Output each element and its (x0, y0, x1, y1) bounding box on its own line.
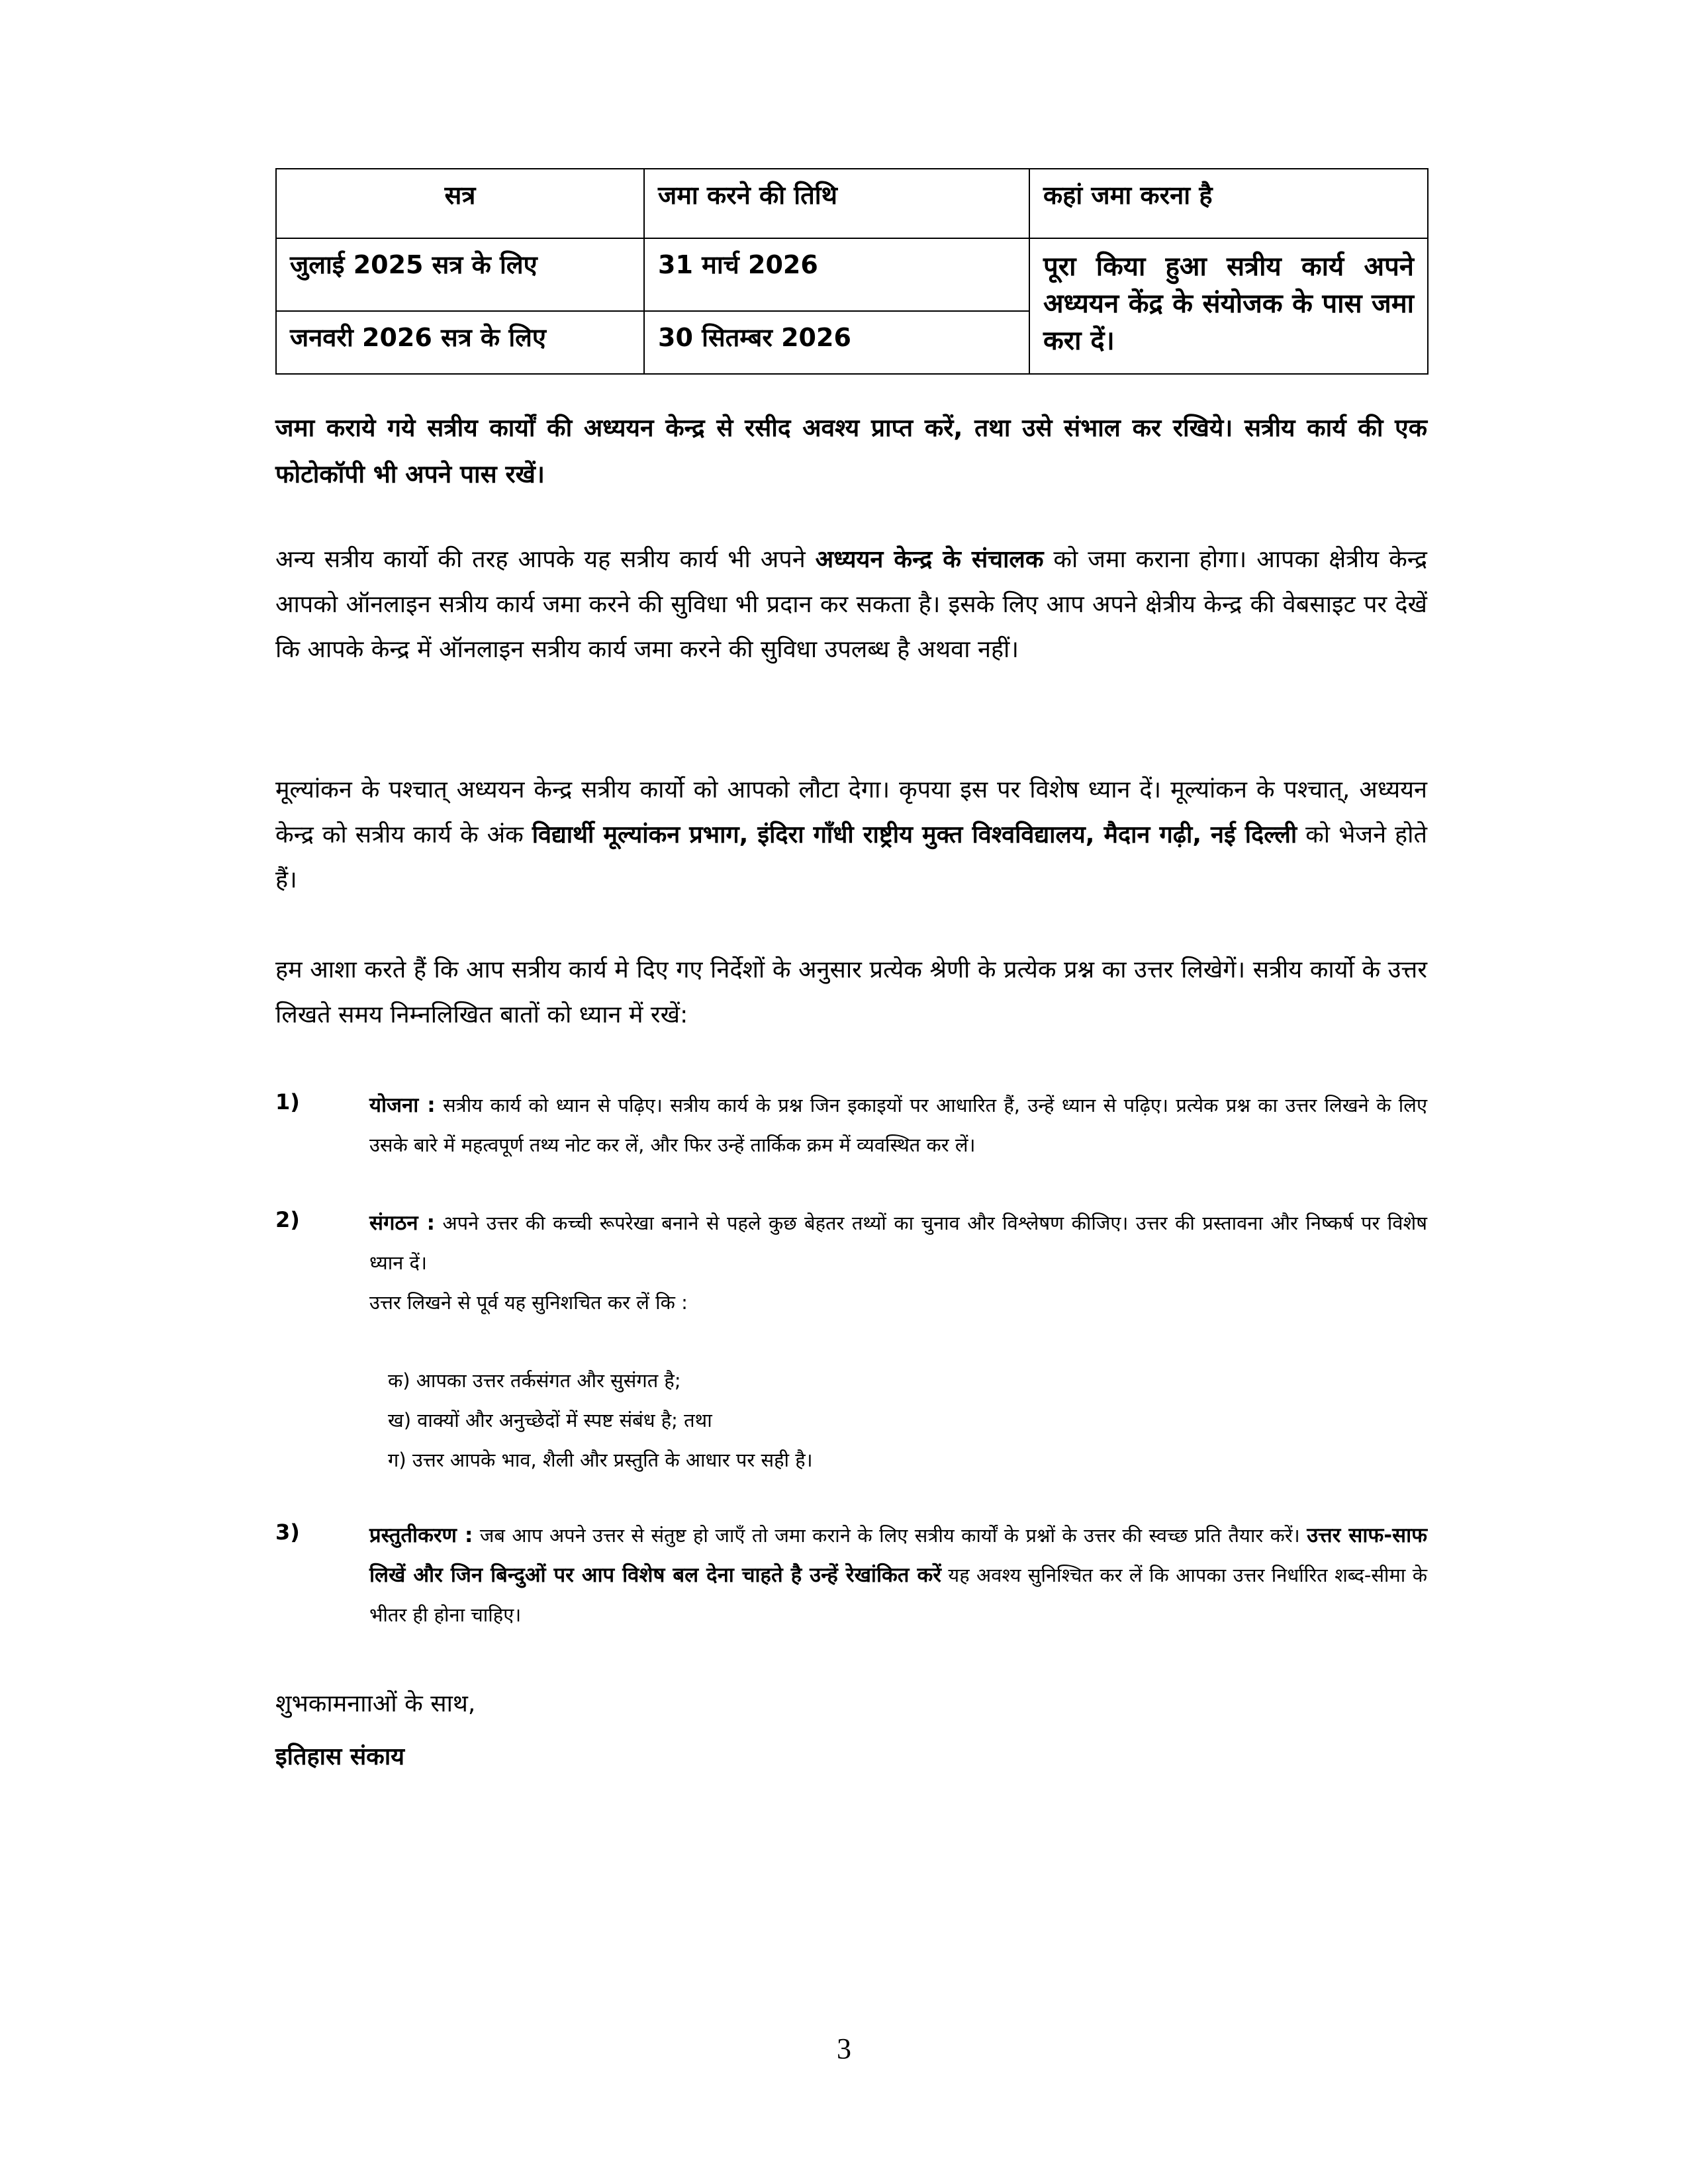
header-date: जमा करने की तिथि (644, 169, 1029, 238)
list-item: ख) वाक्यों और अनुच्छेदों में स्पष्ट संबंध है; तथा (388, 1409, 712, 1432)
header-where: कहां जमा करना है (1029, 169, 1428, 238)
row-session: जुलाई 2025 सत्र के लिए (276, 238, 644, 311)
table-row (276, 238, 1428, 311)
item-bold-text: उत्तर साफ-साफ लिखें और जिन बिन्दुओं पर आप विशेष बल देना चाहते है उन्हें रेखांकित करें (369, 1524, 1428, 1587)
item-number: 1) (275, 1089, 300, 1115)
item-term: प्रस्तुतीकरण : (369, 1524, 473, 1547)
para-text: को जमा कराना होगा। आपका क्षेत्रीय केन्द्र आपको ऑनलाइन सत्रीय कार्य जमा करने की सुविधा भी प्रदान कर सकता है। इसके लिए आप अपने क्षेत्रीय केन्द्र की वेबसाइट पर देखें कि आपके केन्द्र में ऑनलाइन सत्रीय कार्य जमा करने की सुविधा उपलब्ध है अथवा नहीं। (275, 546, 1427, 663)
submission-schedule-table (275, 168, 1429, 375)
evaluation-paragraph (275, 768, 1427, 903)
receipt-note: जमा कराये गये सत्रीय कार्यों की अध्ययन केन्द्र से रसीद अवश्य प्राप्त करें, तथा उसे संभाल कर रखिये। सत्रीय कार्य की एक फोटोकॉपी भी अपने पास रखें। (275, 414, 1427, 488)
item-body (369, 1516, 1427, 1635)
item-text-secondary: उत्तर लिखने से पूर्व यह सुनिशचित कर लें कि : (369, 1291, 688, 1314)
closing-greeting: शुभकामनााओं के साथ, (275, 1690, 476, 1717)
instructions-intro: हम आशा करते हैं कि आप सत्रीय कार्य मे दिए गए निर्देशों के अनुसार प्रत्येक श्रेणी के प्रत्येक प्रश्न का उत्तर लिखेगें। सत्रीय कार्यो के उत्तर लिखते समय निम्नलिखित बातों को ध्यान में रखें: (275, 956, 1427, 1028)
row-date: 30 सितम्बर 2026 (644, 311, 1029, 374)
item-body (369, 1085, 1427, 1165)
where-to-submit: पूरा किया हुआ सत्रीय कार्य अपने अध्ययन केंद्र के संयोजक के पास जमा करा दें। (1029, 238, 1428, 374)
para-bold-text: अध्ययन केन्द्र के संचालक (815, 546, 1044, 573)
para-bold-text: विद्यार्थी मूल्यांकन प्रभाग, इंदिरा गाँधी राष्ट्रीय मुक्त विश्वविद्यालय, मैदान गढ़ी, नई दिल्ली (532, 821, 1297, 848)
item-term: योजना : (369, 1093, 436, 1117)
table-header-row (276, 169, 1428, 238)
item-term: संगठन : (369, 1211, 436, 1235)
para-text: मूल्यांकन के पश्चात् अध्ययन केन्द्र सत्रीय कार्यो को आपको लौटा देगा। कृपया इस पर विशेष ध्यान दें। मूल्यांकन के पश्चात्, अध्ययन केन्द्र को सत्रीय कार्य के अंक (275, 776, 1427, 848)
para-text: को भेजने होते हैं। (275, 821, 1427, 893)
para-text: अन्य सत्रीय कार्यो की तरह आपके यह सत्रीय कार्य भी अपने (275, 546, 816, 573)
row-date: 31 मार्च 2026 (644, 238, 1029, 311)
item-number: 3) (275, 1520, 300, 1545)
submission-paragraph (275, 537, 1427, 672)
item-text: अपने उत्तर की कच्ची रूपरेखा बनाने से पहले कुछ बेहतर तथ्यों का चुनाव और विश्लेषण कीजिए। उत्तर की प्रस्तावना और निष्कर्ष पर विशेष ध्यान दें। (369, 1212, 1427, 1274)
signature: इतिहास संकाय (275, 1743, 405, 1770)
list-item: ग) उत्तर आपके भाव, शैली और प्रस्तुति के आधार पर सही है। (388, 1449, 813, 1471)
row-session: जनवरी 2026 सत्र के लिए (276, 311, 644, 374)
item-number: 2) (275, 1207, 300, 1232)
item-text: यह अवश्य सुनिश्चित कर लें कि आपका उत्तर निर्धारित शब्द-सीमा के भीतर ही होना चाहिए। (369, 1564, 1428, 1626)
item-body (369, 1203, 1427, 1283)
list-item: क) आपका उत्तर तर्कसंगत और सुसंगत है; (388, 1369, 681, 1392)
page-number: 3 (837, 2032, 851, 2065)
item-text: जब आप अपने उत्तर से संतुष्ट हो जाएँ तो जमा कराने के लिए सत्रीय कार्यों के प्रश्नों के उत्तर की स्वच्छ प्रति तैयार करें। (473, 1524, 1307, 1547)
item-text: सत्रीय कार्य को ध्यान से पढ़िए। सत्रीय कार्य के प्रश्न जिन इकाइयों पर आधारित हैं, उन्हें ध्यान से पढ़िए। प्रत्येक प्रश्न का उत्तर लिखने के लिए उसके बारे में महत्वपूर्ण तथ्य नोट कर लें, और फिर उन्हें तार्किक क्रम में व्यवस्थित कर लें। (369, 1094, 1427, 1156)
header-session: सत्र (276, 169, 644, 238)
